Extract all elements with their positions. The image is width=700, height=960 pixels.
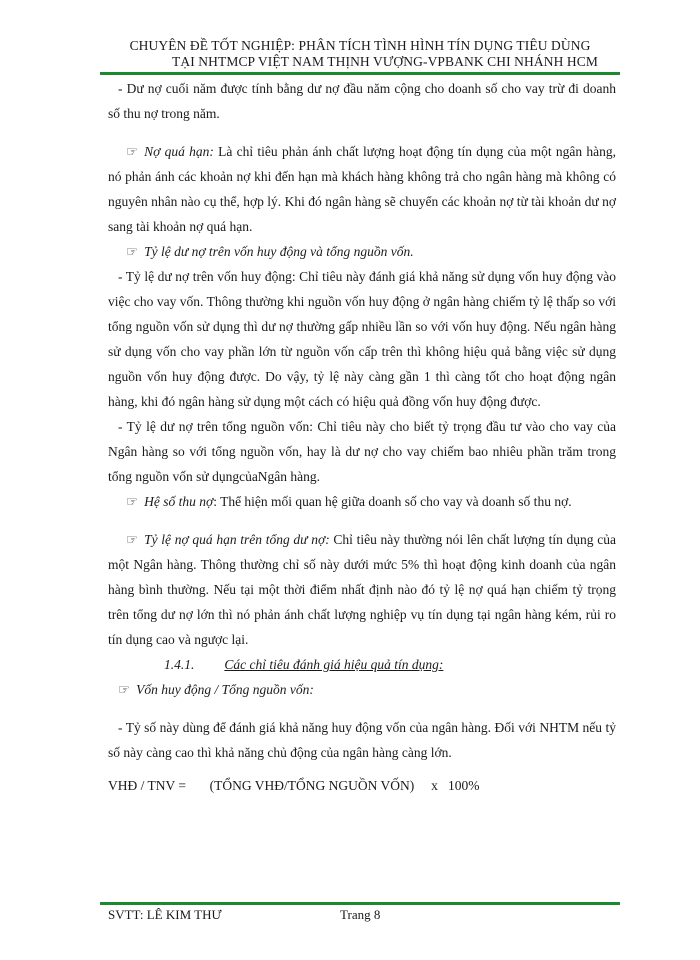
- paragraph-ratio-mobilized: - Tỷ lệ dư nợ trên vốn huy động: Chỉ tiêu này đánh giá khả năng sử dụng vốn huy động vào việc cho vay vốn. Thông thường khi nguồn vốn huy động ở ngân hàng chiếm tỷ lệ thấp so với tổng nguồn vốn sử dụng thì dư nợ thường gấp nhiều lần so với vốn huy động. Nếu ngân hàng sử dụng vốn cho vay phần lớn từ nguồn vốn cấp trên thì không hiệu quả bằng việc sử dụng nguồn vốn huy động được. Do vậy, tỷ lệ này càng gần 1 thì càng tốt cho hoạt động ngân hàng, khi đó ngân hàng sử dụng một cách có hiệu quả đồng vốn huy động được.: [108, 269, 616, 409]
- term-overdue-ratio: Tỷ lệ nợ quá hạn trên tổng dư nợ:: [144, 532, 330, 547]
- pointing-hand-icon: ☞: [126, 144, 139, 159]
- header-line-2: TẠI NHTMCP VIỆT NAM THỊNH VƯỢNG-VPBANK CHI NHÁNH HCM: [172, 54, 598, 69]
- paragraph-ratio-heading: [108, 239, 616, 264]
- pointing-hand-icon: ☞: [126, 532, 139, 547]
- pointing-hand-icon: ☞: [118, 682, 131, 697]
- page-number: Trang 8: [340, 907, 381, 922]
- footer-divider: [100, 902, 620, 905]
- page-header: [100, 38, 620, 70]
- text-overdue-debt: Là chỉ tiêu phản ánh chất lượng hoạt động tín dụng của một ngân hàng, nó phản ánh các khoản nợ khi đến hạn mà khách hàng không trả cho ngân hàng mà không có nguyên nhân nào cụ thể, hợp lý. Khi đó ngân hàng sẽ chuyển các khoản nợ từ tài khoản dư nợ sang tài khoản nợ quá hạn.: [108, 144, 616, 234]
- pointing-hand-icon: ☞: [126, 244, 139, 259]
- pointing-hand-icon: ☞: [126, 494, 139, 509]
- term-overdue-debt: Nợ quá hạn:: [144, 144, 214, 159]
- paragraph-collection-ratio: [108, 489, 616, 514]
- header-divider: [100, 72, 620, 75]
- text-collection-ratio: : Thể hiện mối quan hệ giữa doanh số cho vay và doanh số thu nợ.: [213, 494, 572, 509]
- text-overdue-ratio: Chỉ tiêu này thường nói lên chất lượng tín dụng của một Ngân hàng. Thông thường chỉ số này dưới mức 5% thì hoạt động kinh doanh của ngân hàng bình thường. Nếu tại một thời điểm nhất định nào đó tỷ lệ nợ quá hạn chiếm tỷ trọng trên tổng dư nợ lớn thì nó phản ánh chất lượng nghiệp vụ tín dụng tại ngân hàng kém, rủi ro tín dụng cao và ngược lại.: [108, 532, 616, 647]
- paragraph-outstanding-debt: - Dư nợ cuối năm được tính bằng dư nợ đầu năm cộng cho doanh số cho vay trừ đi doanh số thu nợ trong năm.: [108, 81, 616, 121]
- section-heading: [108, 652, 616, 677]
- paragraph-capital-heading: [108, 677, 616, 702]
- term-ratio: Tỷ lệ dư nợ trên vốn huy động và tổng nguồn vốn.: [144, 244, 414, 259]
- paragraph-ratio-total-capital: - Tỷ lệ dư nợ trên tổng nguồn vốn: Chỉ tiêu này cho biết tỷ trọng đầu tư vào cho vay của Ngân hàng so với tổng nguồn vốn, hay là dư nợ cho vay chiếm bao nhiêu phần trăm trong tổng nguồn vốn sử dụngcủaNgân hàng.: [108, 419, 616, 484]
- section-number: 1.4.1.: [164, 657, 195, 672]
- paragraph-overdue-debt: [108, 139, 616, 239]
- header-line-1: CHUYÊN ĐỀ TỐT NGHIỆP: PHÂN TÍCH TÌNH HÌNH TÍN DỤNG TIÊU DÙNG: [129, 38, 591, 53]
- section-title: Các chỉ tiêu đánh giá hiệu quả tín dụng:: [224, 657, 444, 672]
- paragraph-overdue-ratio: [108, 527, 616, 652]
- document-body: [108, 76, 616, 798]
- footer-author: SVTT: LÊ KIM THƯ: [108, 907, 222, 922]
- formula: VHĐ / TNV = (TỔNG VHĐ/TỔNG NGUỒN VỐN) x 100%: [108, 778, 480, 793]
- term-capital-ratio: Vốn huy động / Tổng nguồn vốn:: [136, 682, 314, 697]
- paragraph-capital-ratio: - Tỷ số này dùng để đánh giá khả năng huy động vốn của ngân hàng. Đối với NHTM nếu tỷ số này càng cao thì khả năng chủ động của ngân hàng càng lớn.: [108, 720, 616, 760]
- term-collection-ratio: Hệ số thu nợ: [144, 494, 214, 509]
- page-footer: [108, 907, 608, 923]
